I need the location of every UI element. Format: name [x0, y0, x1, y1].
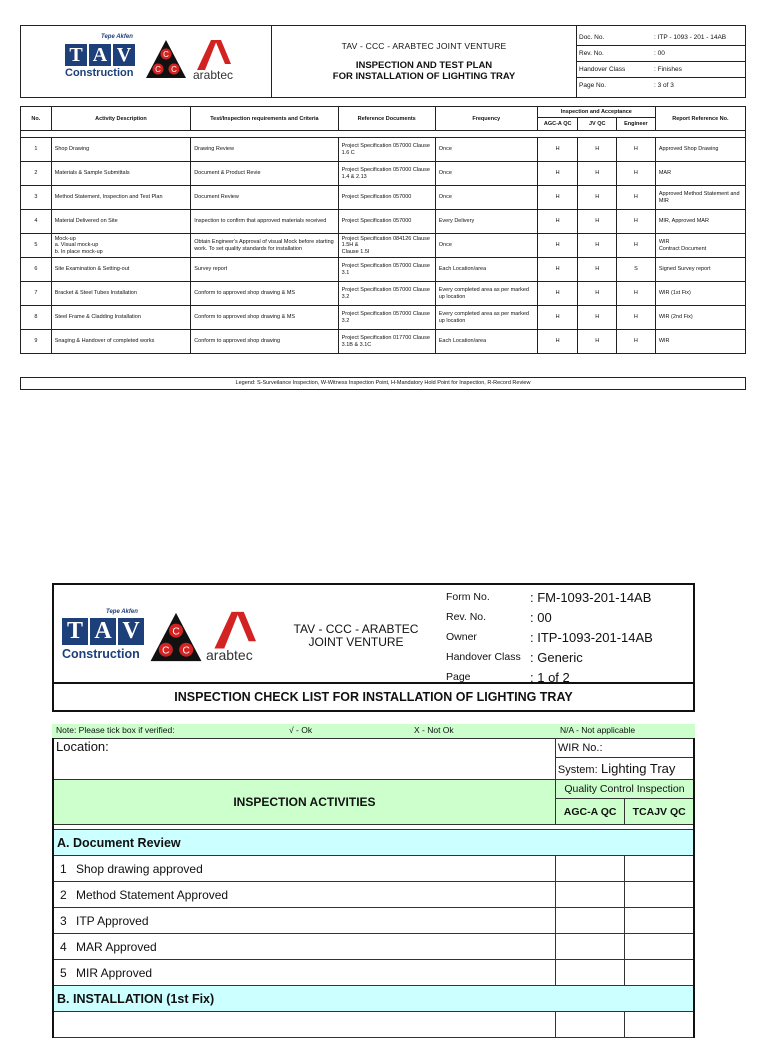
itp-cell-report: Signed Survey report: [655, 258, 745, 282]
form-info-row: [446, 627, 653, 647]
itp-cell-no: 4: [21, 210, 52, 234]
itp-gap-row: [21, 131, 746, 138]
tav-letter: V: [118, 618, 144, 645]
itp-row: [21, 162, 746, 186]
doc-info-row: [577, 30, 745, 46]
inspection-activities-header: INSPECTION ACTIVITIES: [53, 780, 555, 825]
form-info-key: Rev. No.: [446, 611, 487, 623]
itp-cell-agc: H: [537, 234, 578, 258]
itp-cell-jvqc: H: [578, 306, 617, 330]
checklist-company-logo: [58, 605, 268, 665]
checklist-item-row: [53, 960, 694, 986]
form-info-value: : 00: [530, 609, 552, 625]
itp-row: [21, 210, 746, 234]
form-info-row: [446, 607, 653, 627]
col-header-agc: AGC-A QC: [537, 118, 578, 131]
itp-cell-ref: Project Specification 057000 Clause 3.2: [338, 306, 435, 330]
itp-cell-report: Approved Shop Drawing: [655, 138, 745, 162]
itp-cell-engineer: H: [617, 234, 656, 258]
itp-title-cell: [272, 26, 577, 98]
tcajv-qc-checkbox[interactable]: [625, 856, 694, 882]
checklist-form: [52, 583, 695, 1038]
doc-info-row: [577, 46, 745, 62]
itp-cell-ref: Project Specification 084126 Clause 1.5H & Clause 1.5I: [338, 234, 435, 258]
itp-cell-report: MAR: [655, 162, 745, 186]
wir-no-field[interactable]: [555, 739, 694, 758]
itp-row: [21, 330, 746, 354]
itp-logo-cell: [21, 26, 272, 98]
itp-row: [21, 282, 746, 306]
itp-cell-activity: Steel Frame & Cladding Installation: [51, 306, 191, 330]
checklist-title: INSPECTION CHECK LIST FOR INSTALLATION OF LIGHTING TRAY: [52, 682, 695, 712]
checklist-table: [52, 738, 695, 1038]
checklist-header: [52, 583, 695, 685]
tav-letter: A: [90, 618, 116, 645]
itp-cell-no: 1: [21, 138, 52, 162]
doc-info-row: [577, 78, 745, 93]
itp-cell-activity: Material Delivered on Site: [51, 210, 191, 234]
itp-cell-jvqc: H: [578, 258, 617, 282]
system-value: Lighting Tray: [600, 761, 676, 777]
itp-cell-no: 5: [21, 234, 52, 258]
itp-cell-agc: H: [537, 210, 578, 234]
itp-cell-agc: H: [537, 282, 578, 306]
checklist-item-label: [53, 934, 555, 960]
itp-legend: Legend: S-Surveilance Inspection, W-Witness Inspection Point, H-Mandatory Hold Point for Inspection, R-Record Review: [20, 377, 746, 390]
itp-doc-info: [577, 26, 746, 98]
itp-cell-frequency: Every Delivery: [435, 210, 537, 234]
note-ok: √ - Ok: [289, 725, 313, 735]
form-info-row: [446, 647, 653, 667]
itp-cell-no: 3: [21, 186, 52, 210]
itp-cell-frequency: Every completed area as per marked up location: [435, 282, 537, 306]
itp-cell-engineer: H: [617, 210, 656, 234]
itp-cell-ref: Project Specification 017700 Clause 3.1B & 3.1C: [338, 330, 435, 354]
note-not-ok: X - Not Ok: [414, 725, 454, 735]
checklist-item-row: [53, 908, 694, 934]
tav-letter: V: [113, 44, 135, 66]
tcajv-qc-checkbox[interactable]: [625, 960, 694, 986]
form-info-row: [446, 667, 653, 687]
itp-cell-agc: H: [537, 306, 578, 330]
itp-header: [20, 25, 746, 98]
itp-cell-test: Document & Product Revie: [191, 162, 338, 186]
form-info-key: Owner: [446, 631, 477, 643]
itp-cell-activity: Bracket & Steel Tubes Installation: [51, 282, 191, 306]
form-info-row: [446, 587, 653, 607]
col-header-jvqc: JV QC: [578, 118, 617, 131]
item-number: 4: [60, 939, 67, 954]
note-text: Note: Please tick box if verified:: [56, 725, 175, 735]
installation-item-row: [53, 1012, 555, 1038]
tepe-akfen-label: Tepe Akfen: [101, 34, 133, 40]
arabtec-emblem-icon: [193, 36, 233, 72]
system-field[interactable]: [555, 758, 694, 780]
itp-cell-agc: H: [537, 330, 578, 354]
checklist-item-row: [53, 856, 694, 882]
itp-cell-agc: H: [537, 162, 578, 186]
itp-cell-frequency: Every completed area as per marked up location: [435, 306, 537, 330]
ccc-triangle-icon: [144, 38, 188, 80]
itp-cell-agc: H: [537, 186, 578, 210]
arabtec-emblem-icon: [208, 607, 260, 651]
item-number: 2: [60, 887, 67, 902]
tav-letter: T: [62, 618, 88, 645]
itp-cell-test: Survey report: [191, 258, 338, 282]
itp-cell-test: Drawing Review: [191, 138, 338, 162]
doc-info-value: : 00: [654, 50, 665, 57]
form-info-key: Handover Class: [446, 651, 521, 663]
col-header-inspection: Inspection and Acceptance: [537, 107, 655, 118]
checklist-jv-name: [286, 623, 426, 649]
section-document-review: A. Document Review: [53, 830, 694, 856]
col-header-activity: Activity Description: [51, 107, 191, 131]
ccc-letter: C: [155, 65, 161, 74]
agc-a-qc-checkbox[interactable]: [555, 934, 625, 960]
itp-cell-ref: Project Specification 057000 Clause 3.2: [338, 282, 435, 306]
itp-cell-engineer: S: [617, 258, 656, 282]
itp-cell-test: Conform to approved shop drawing & MS: [191, 306, 338, 330]
jv-line1: TAV - CCC - ARABTEC: [293, 622, 419, 636]
itp-cell-jvqc: H: [578, 234, 617, 258]
document-review-items: [53, 856, 694, 986]
ccc-letter: C: [162, 645, 170, 657]
location-field[interactable]: [53, 739, 555, 780]
itp-cell-no: 6: [21, 258, 52, 282]
doc-info-value: : 3 of 3: [654, 82, 674, 89]
col-header-tcajv-qc: TCAJV QC: [625, 799, 694, 825]
itp-cell-activity: Shop Drawing: [51, 138, 191, 162]
ccc-letter: C: [171, 65, 177, 74]
doc-info-value: : ITP - 1093 - 201 - 14AB: [654, 34, 727, 41]
tav-letter: T: [65, 44, 87, 66]
itp-cell-jvqc: H: [578, 162, 617, 186]
form-info-key: Page: [446, 671, 471, 683]
itp-cell-frequency: Once: [435, 138, 537, 162]
itp-cell-engineer: H: [617, 138, 656, 162]
form-info-value: : ITP-1093-201-14AB: [530, 629, 653, 645]
checklist-item-label: [53, 882, 555, 908]
itp-cell-activity: Site Examination & Setting-out: [51, 258, 191, 282]
itp-cell-activity: Mock-up a. Visual mock-up b. In place mock-up: [51, 234, 191, 258]
itp-row: [21, 138, 746, 162]
itp-cell-no: 2: [21, 162, 52, 186]
itp-cell-ref: Project Specification 057000: [338, 210, 435, 234]
itp-title-line2: FOR INSTALLATION OF LIGHTING TRAY: [332, 71, 516, 82]
itp-cell-report: WIR: [655, 330, 745, 354]
col-header-report: Report Reference No.: [655, 107, 745, 131]
checklist-item-row: [53, 934, 694, 960]
itp-table: [20, 106, 746, 354]
agc-a-qc-checkbox[interactable]: [555, 908, 625, 934]
itp-cell-agc: H: [537, 258, 578, 282]
item-text: ITP Approved: [76, 913, 149, 928]
col-header-ref: Reference Documents: [338, 107, 435, 131]
arabtec-label: arabtec: [206, 647, 253, 663]
item-text: Shop drawing approved: [76, 861, 203, 876]
company-logo: [41, 34, 261, 92]
tcajv-qc-checkbox[interactable]: [625, 882, 694, 908]
tav-logo-letters: [65, 44, 135, 66]
itp-cell-no: 7: [21, 282, 52, 306]
itp-cell-engineer: H: [617, 330, 656, 354]
itp-cell-ref: Project Specification 057000 Clause 1.6 C: [338, 138, 435, 162]
col-header-engineer: Engineer: [617, 118, 656, 131]
jv-line2: JOINT VENTURE: [308, 635, 404, 649]
tepe-akfen-label: Tepe Akfen: [106, 609, 138, 615]
itp-table-body: [21, 131, 746, 354]
itp-row: [21, 186, 746, 210]
section-installation-1st-fix: B. INSTALLATION (1st Fix): [53, 986, 694, 1012]
itp-cell-test: Obtain Engineer's Approval of visual Mock before starting work. To set quality standards for installation: [191, 234, 338, 258]
itp-cell-frequency: Once: [435, 234, 537, 258]
col-header-agc-a-qc: AGC-A QC: [555, 799, 625, 825]
itp-cell-activity: Materials & Sample Submittals: [51, 162, 191, 186]
agc-a-qc-checkbox[interactable]: [555, 1012, 625, 1038]
itp-cell-frequency: Each Location/area: [435, 258, 537, 282]
item-number: 5: [60, 965, 67, 980]
itp-cell-test: Inspection to confirm that approved materials received: [191, 210, 338, 234]
form-info-key: Form No.: [446, 591, 490, 603]
col-header-test: Test/Inspection requirements and Criteria: [191, 107, 338, 131]
wir-no-label: WIR No.:: [557, 742, 603, 755]
itp-cell-frequency: Once: [435, 186, 537, 210]
item-number: 3: [60, 913, 67, 928]
ccc-letter: C: [163, 50, 169, 59]
item-number: 1: [60, 861, 67, 876]
construction-label: Construction: [62, 647, 140, 661]
itp-cell-frequency: Each Location/area: [435, 330, 537, 354]
checklist-item-label: [53, 856, 555, 882]
itp-cell-report: WIR Contract Document: [655, 234, 745, 258]
qc-inspection-header: Quality Control Inspection: [555, 780, 694, 799]
itp-cell-test: Document Review: [191, 186, 338, 210]
itp-cell-jvqc: H: [578, 210, 617, 234]
itp-row: [21, 258, 746, 282]
checklist-form-info: [446, 587, 653, 687]
agc-a-qc-checkbox[interactable]: [555, 882, 625, 908]
tcajv-qc-checkbox[interactable]: [625, 934, 694, 960]
note-na: N/A - Not applicable: [560, 725, 636, 735]
itp-cell-test: Conform to approved shop drawing & MS: [191, 282, 338, 306]
itp-cell-ref: Project Specification 057000 Clause 1.4 & 2.13: [338, 162, 435, 186]
tcajv-qc-checkbox[interactable]: [625, 908, 694, 934]
col-header-no: No.: [21, 107, 52, 131]
itp-cell-agc: H: [537, 138, 578, 162]
arabtec-label: arabtec: [193, 68, 234, 82]
itp-cell-jvqc: H: [578, 282, 617, 306]
checklist-item-label: [53, 960, 555, 986]
itp-cell-activity: Snaging & Handover of completed works: [51, 330, 191, 354]
agc-a-qc-checkbox[interactable]: [555, 960, 625, 986]
construction-label: Construction: [65, 67, 134, 79]
doc-info-value: : Finishes: [654, 66, 682, 73]
form-info-value: : FM-1093-201-14AB: [530, 589, 652, 605]
item-text: Method Statement Approved: [76, 887, 229, 902]
tav-letter: A: [89, 44, 111, 66]
itp-row: [21, 234, 746, 258]
tav-logo-letters: [62, 618, 144, 645]
itp-cell-ref: Project Specification 057000 Clause 3.1: [338, 258, 435, 282]
itp-cell-jvqc: H: [578, 186, 617, 210]
checklist-note-bar: [52, 724, 695, 738]
itp-cell-no: 8: [21, 306, 52, 330]
doc-info-key: Handover Class: [579, 66, 626, 73]
itp-cell-jvqc: H: [578, 138, 617, 162]
tcajv-qc-checkbox[interactable]: [625, 1012, 694, 1038]
checklist-item-row: [53, 882, 694, 908]
col-header-frequency: Frequency: [435, 107, 537, 131]
itp-cell-test: Conform to approved shop drawing: [191, 330, 338, 354]
itp-cell-report: WIR (2nd Fix): [655, 306, 745, 330]
doc-info-key: Page No.: [579, 82, 607, 89]
itp-cell-report: Approved Method Statement and MIR: [655, 186, 745, 210]
itp-cell-jvqc: H: [578, 330, 617, 354]
agc-a-qc-checkbox[interactable]: [555, 856, 625, 882]
ccc-triangle-icon: [148, 610, 204, 664]
itp-row: [21, 306, 746, 330]
itp-cell-engineer: H: [617, 282, 656, 306]
checklist-item-label: [53, 908, 555, 934]
ccc-letter: C: [172, 626, 180, 638]
itp-cell-report: MIR, Approved MAR: [655, 210, 745, 234]
itp-cell-ref: Project Specification 057000: [338, 186, 435, 210]
item-text: MAR Approved: [76, 939, 157, 954]
doc-info-row: [577, 62, 745, 78]
doc-info-key: Doc. No.: [579, 34, 605, 41]
ccc-letter: C: [182, 645, 190, 657]
form-info-value: : 1 of 2: [530, 669, 570, 685]
itp-cell-frequency: Once: [435, 162, 537, 186]
location-label: Location:: [56, 739, 109, 754]
itp-cell-no: 9: [21, 330, 52, 354]
itp-title-line1: INSPECTION AND TEST PLAN: [355, 60, 493, 71]
system-label: System:: [557, 764, 598, 777]
itp-cell-engineer: H: [617, 162, 656, 186]
itp-cell-engineer: H: [617, 186, 656, 210]
itp-cell-activity: Method Statement, Inspection and Test Plan: [51, 186, 191, 210]
item-text: MIR Approved: [76, 965, 153, 980]
form-info-value: : Generic: [530, 649, 583, 665]
jv-name: TAV - CCC - ARABTEC JOINT VENTURE: [341, 41, 507, 51]
itp-cell-engineer: H: [617, 306, 656, 330]
doc-info-key: Rev. No.: [579, 50, 604, 57]
itp-cell-report: WIR (1st Fix): [655, 282, 745, 306]
